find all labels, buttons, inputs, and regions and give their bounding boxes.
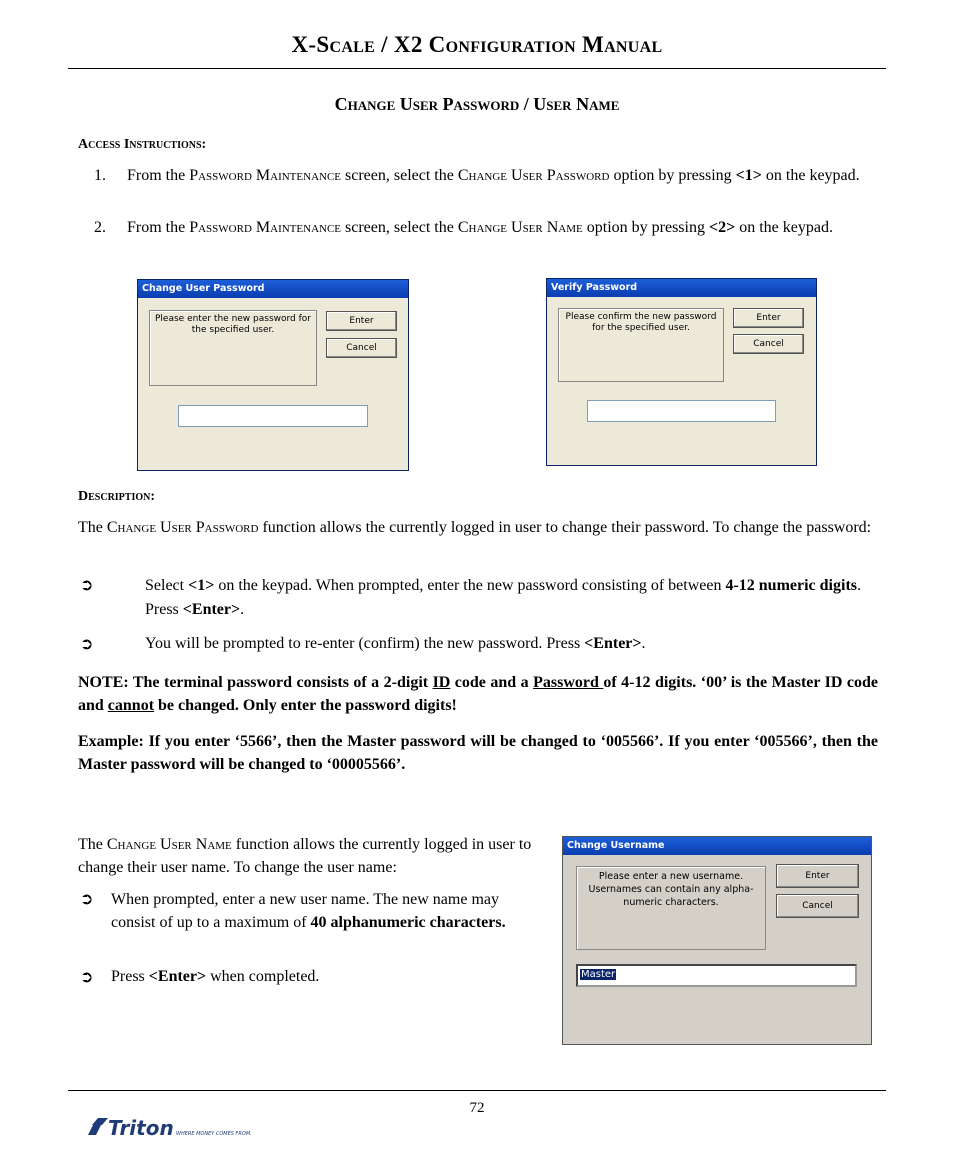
step-number-2: 2. — [94, 219, 106, 236]
username-input-value: Master — [581, 969, 616, 980]
bullet-select-key: <1> — [188, 577, 215, 594]
new-password-input[interactable] — [178, 405, 368, 427]
bullet-select-enter-key: <Enter> — [182, 601, 241, 618]
description-heading: Description: — [78, 489, 156, 504]
change-password-dialog — [137, 279, 409, 471]
bullet-select-digits: 4-12 numeric digits — [725, 577, 857, 594]
description-intro — [78, 516, 878, 539]
enter-button[interactable]: Enter — [326, 311, 397, 331]
note-text-c: of 4-12 digits. ‘00’ is the Master ID code and — [78, 674, 879, 714]
step-2-text-c: option by pressing — [582, 219, 709, 236]
triton-logo — [88, 1113, 258, 1143]
bullet-press-enter-text-b: when completed. — [206, 968, 320, 985]
bullet-select-text-b: on the keypad. When prompted, enter the new password consisting of between — [214, 577, 726, 594]
step-2-text-d: on the keypad. — [735, 219, 833, 236]
step-1-text-a: From the — [127, 167, 190, 184]
footer-rule — [68, 1090, 886, 1091]
step-2 — [127, 217, 887, 239]
arrow-bullet-icon: ➲ — [80, 634, 94, 653]
note-paragraph — [78, 671, 878, 717]
step-1-menu-name: Password Maintenance — [189, 167, 342, 184]
example-paragraph: Example: If you enter ‘5566’, then the Master password will be changed to ‘005566’. If you enter ‘005566’, then the Master password will be changed to ‘00005566’. — [78, 733, 878, 773]
username-intro — [78, 833, 540, 879]
step-1-key: <1> — [735, 167, 762, 184]
step-1-text-c: option by pressing — [609, 167, 736, 184]
verify-password-dialog — [546, 278, 817, 466]
step-2-option-name: Change User Name — [457, 219, 583, 236]
bullet-confirm-text-b: . — [641, 635, 646, 652]
logo-wordmark: Triton — [108, 1116, 174, 1140]
note-cannot: cannot — [107, 697, 155, 714]
step-1-text-b: screen, select the — [341, 167, 458, 184]
bullet-select-text-a: Select — [145, 577, 189, 594]
bullet-confirm-text-a: You will be prompted to re-enter (confirm) the new password. Press — [145, 635, 585, 652]
bullet-press-enter — [111, 966, 539, 988]
bullet-press-enter-text-a: Press — [111, 968, 149, 985]
cancel-button[interactable]: Cancel — [733, 334, 804, 354]
cancel-button[interactable]: Cancel — [326, 338, 397, 358]
step-1-option-name: Change User Password — [457, 167, 610, 184]
note-text-b: code and a — [450, 674, 534, 691]
access-instructions-heading: Access Instructions: — [78, 137, 207, 152]
username-intro-text-b: function allows the currently logged in user to change their user name. To change the user name: — [78, 836, 532, 876]
enter-button[interactable]: Enter — [733, 308, 804, 328]
bullet-new-name-limit: 40 alphanumeric characters. — [310, 914, 506, 931]
step-2-text-b: screen, select the — [341, 219, 458, 236]
triton-logo-icon — [88, 1113, 258, 1143]
bullet-new-name — [111, 888, 539, 934]
username-intro-text-a: The — [78, 836, 107, 853]
enter-button[interactable]: Enter — [776, 864, 859, 888]
arrow-bullet-icon: ➲ — [80, 889, 94, 908]
note-text-d: be changed. Only enter the password digits! — [154, 697, 457, 714]
step-2-menu-name: Password Maintenance — [189, 219, 342, 236]
change-username-message: Please enter a new username. Usernames can contain any alpha-numeric characters. — [576, 866, 766, 950]
confirm-password-input[interactable] — [587, 400, 776, 422]
page-number: 72 — [469, 1100, 485, 1116]
username-function-name: Change User Name — [106, 836, 232, 853]
note-text-a: NOTE: The terminal password consists of a 2-digit — [78, 674, 433, 691]
page-header-title: X-Scale / X2 Configuration Manual — [291, 32, 663, 57]
step-1-text-d: on the keypad. — [761, 167, 860, 184]
intro-text-b: function allows the currently logged in user to change their password. To change the password: — [258, 519, 872, 536]
arrow-bullet-icon: ➲ — [80, 575, 94, 594]
note-password: Password — [533, 674, 604, 691]
step-2-key: <2> — [708, 219, 736, 236]
section-title: Change User Password / User Name — [334, 94, 620, 114]
arrow-bullet-icon: ➲ — [80, 967, 94, 986]
cancel-button[interactable]: Cancel — [776, 894, 859, 918]
change-username-dialog — [562, 836, 872, 1045]
bullet-select — [145, 574, 880, 622]
intro-function-name: Change User Password — [106, 519, 259, 536]
bullet-select-text-d: . — [240, 601, 245, 618]
bullet-confirm — [145, 633, 880, 655]
change-username-titlebar: Change Username — [563, 837, 871, 855]
step-1 — [127, 165, 887, 187]
bullet-new-name-text: When prompted, enter a new user name. The new name may consist of up to a maximum of — [111, 891, 499, 931]
change-password-titlebar: Change User Password — [138, 280, 408, 298]
verify-password-message: Please confirm the new password for the specified user. — [558, 308, 724, 382]
note-id: ID — [432, 674, 451, 691]
logo-tagline: WHERE MONEY COMES FROM. — [176, 1131, 252, 1137]
bullet-confirm-enter-key: <Enter> — [584, 635, 642, 652]
step-number-1: 1. — [94, 167, 106, 184]
step-2-text-a: From the — [127, 219, 190, 236]
header-rule — [68, 68, 886, 69]
verify-password-titlebar: Verify Password — [547, 279, 816, 297]
bullet-press-enter-key: <Enter> — [148, 968, 207, 985]
intro-text-a: The — [78, 519, 107, 536]
bullet-select-text-c: . Press — [145, 577, 861, 618]
change-password-message: Please enter the new password for the specified user. — [149, 310, 317, 386]
username-input[interactable] — [576, 964, 857, 987]
